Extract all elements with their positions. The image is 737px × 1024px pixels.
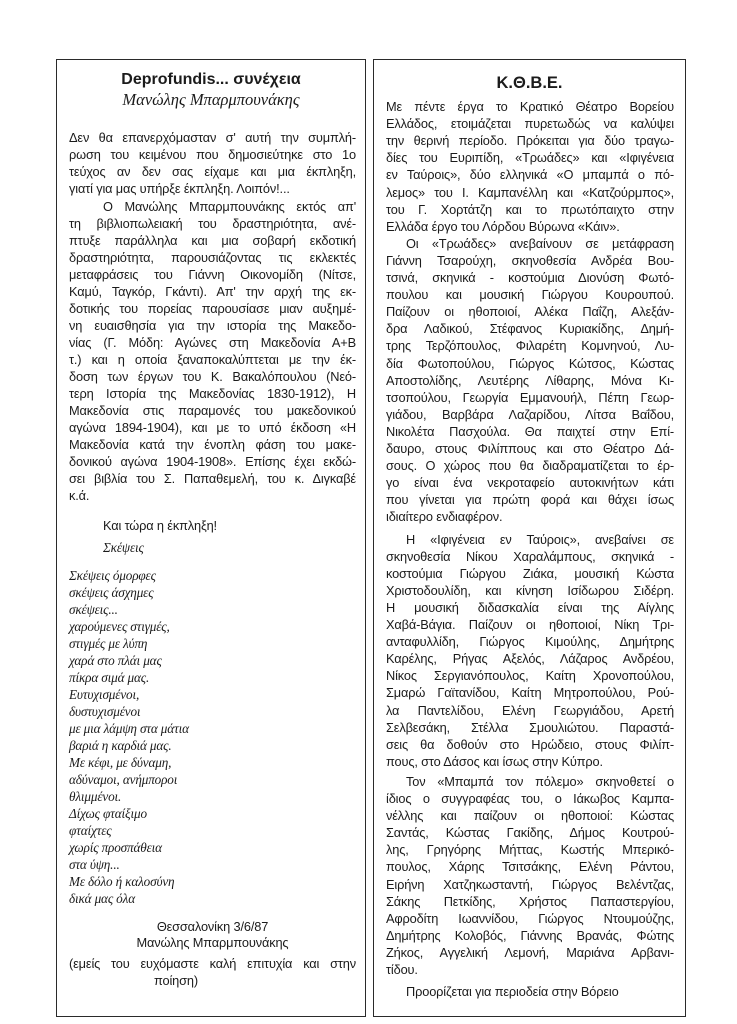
poem-line: στα ύψη... [69, 857, 120, 872]
body-line: τη βιβλιοπωλειακή του δραστηριότητα, ανέ- [69, 216, 356, 231]
body-line: Ειρήνη Χατζηκωσταντή, Γιώργος Βελέντζας, [386, 876, 674, 892]
body-line: Αφροδίτη Ιωαννίδου, Γιώργος Ντουμούζης, [386, 910, 674, 926]
poem-line: χωρίς προσπάθεια [69, 840, 162, 855]
body-line: Καρέλης, Ρήγας Αξελός, Λάζαρος Ανδρέου, [386, 651, 674, 667]
poem-line: θλιμμένοι. [69, 789, 122, 804]
intro-line: Δεν θα επανερχόμασταν σ' αυτή την συμπλή- [69, 130, 356, 145]
body-line: Με πέντε έργα το Κρατικό Θέατρο Βορείου [386, 99, 674, 114]
poem-line: με μια λάμψη στα μάτια [69, 721, 189, 736]
closing-line: (εμείς του ευχόμαστε καλή επιτυχία και στην [69, 956, 356, 971]
body-line: σει βιβλία του Σ. Παπαθεμελή, του κ. Διγκαβέ [69, 471, 356, 486]
body-line: Χριστοδουλίδη, και κίνηση Ισίδωρου Σιδέρη. [386, 582, 674, 598]
body-line: Η μουσική διδασκαλία είναι της Αίγλης [386, 599, 674, 615]
body-line: Η «Ιφιγένεια εν Ταύροις», ανεβαίνει σε [406, 531, 674, 547]
poem-line: δικά μας όλα [69, 891, 135, 906]
body-line: λης, Γρηγόρης Μήττας, Κωστής Μπερικό- [386, 842, 674, 858]
body-line: πτυξε παράλληλα και μια σοβαρή εκδοτική [69, 233, 356, 248]
body-line: πους, στο Δάσος και ίσως στην Κύπρο. [386, 753, 603, 769]
body-line: Ο Μανώλης Μπαρμπουνάκης εκτός απ' [103, 199, 356, 214]
body-line: Σαντάς, Κώστας Γακίδης, Δήμος Κουτρού- [386, 825, 674, 841]
intro-line: τεύχος αν δεν σας είχαμε και μια έκπληξη, [69, 164, 356, 179]
poem-line: Ευτυχισμένοι, [69, 687, 140, 702]
body-line: μεταφράσεις του Γιάννη Οικονομίδη (Νίτσε, [69, 267, 356, 282]
body-line: την θερινή περίοδο. Πρόκειται για δύο τραγω- [386, 133, 674, 149]
body-line: Παίζουν οι ηθοποιοί, Αλέκα Παΐζη, Αλεξάν- [386, 304, 674, 320]
closing-line: ποίηση) [154, 973, 198, 988]
body-line: Σάκης Πετκίδης, Χρήστος Παπαστεργίου, [386, 893, 674, 909]
poem-line: χαρούμενες στιγμές, [69, 619, 170, 634]
poem-line: σκέψεις... [69, 602, 118, 617]
body-line: Ζήκος, Αγγελική Λεμονή, Μαριάνα Αρβανι- [386, 944, 674, 960]
poem-line: χαρά στο πλάι μας [69, 653, 162, 668]
body-line: γιάδου, Βαρβάρα Λαζαρίδου, Λίτσα Βαΐδου, [386, 406, 674, 422]
left-column [56, 59, 366, 1017]
body-line: ιδιαίτερο ενδιαφέρον. [386, 509, 503, 525]
body-line: που γίνεται για πρώτη φορά και θάχει ίσως [386, 492, 674, 508]
body-line: τερη Ιστορία της Μακεδονίας 1830-1912), Η [69, 386, 356, 401]
body-line: λεμος» του Ι. Καμπανέλλη και «Κατζούρμπος», [386, 184, 674, 200]
body-line: τσοπούλου, Γεωργία Εμμανουήλ, Πέπη Γεωρ- [386, 389, 674, 405]
body-line: δραστηριότητα, παρουσιάζοντας τις εκλεκτές [69, 250, 356, 265]
body-line: δονικού αγώνα 1904-1908». Επίσης έχει εκδώ- [69, 454, 356, 469]
intro-line: γιατί για μας υπήρξε έκπληξη. Λοιπόν!... [69, 181, 290, 196]
body-line: Ελλάδος, ετοιμάζεται πυρετωδώς να καλύψει [386, 116, 674, 132]
body-line: τ.) και η οποία ξαναποκαλύπτεται με την έκ- [69, 352, 356, 367]
body-line: Γιάννη Τσαρούχη, σκηνοθεσία Ανδρέα Βου- [386, 252, 674, 268]
body-line: Σελβεσάκη, Στέλλα Σμουλιώτου. Παραστά- [386, 719, 674, 735]
body-line: Οι «Τρωάδες» ανεβαίνουν σε μετάφραση [406, 235, 674, 251]
body-line: γο είναι ένα νεκροταφείο αυτοκινήτων κάτι [386, 475, 674, 491]
signature-place-date: Θεσσαλονίκη 3/6/87 [156, 919, 269, 934]
body-line: Μακεδονία στις παραμονές του μακεδονικού [69, 403, 356, 418]
body-line: σκηνοθεσία Νίκου Χαραλάμπους, σκηνικά - [386, 548, 674, 564]
body-line: Ελλάδα έργο του Λόρδου Βύρωνα «Κάιν». [386, 218, 620, 234]
poem-line: στιγμές με λύπη [69, 636, 148, 651]
poem-line: πίκρα σιμά μας. [69, 670, 150, 685]
poem-line: Σκέψεις όμορφες [69, 568, 156, 583]
body-line: κοστούμια Γιώργου Ζιάκα, μουσική Κώστα [386, 565, 674, 581]
body-line: Τον «Μπαμπά τον πόλεμο» σκηνοθετεί ο [406, 773, 674, 789]
body-line: σους. Ο χώρος που θα διαδραματίζεται το έρ- [386, 458, 674, 474]
body-line: σεις θα δοθούν στο Ηρώδειο, στους Φιλίπ- [386, 736, 674, 752]
body-line: εν Ταύροις», δύο ελληνικά «Ο μπαμπά ο πό- [386, 167, 674, 183]
body-line: Καμύ, Ταγκόρ, Γκάντι). Απ' την αρχή της εκ- [69, 284, 356, 299]
intro-line: ρωση του κειμένου που δημοσιεύτηκε στο 1ο [69, 147, 356, 162]
body-line: του Γ. Χορτάτζη και το πρωτόπαιχτο στην [386, 201, 674, 217]
body-line: νίας (Γ. Μόδη: Αγώνες στη Μακεδονία Α+Β [69, 335, 356, 350]
body-line: δρα Λαδικού, Στέφανος Κυριακίδης, Δημή- [386, 321, 674, 337]
poem-line: δυστυχισμένοι [69, 704, 141, 719]
body-line: τίδου. [386, 962, 418, 977]
poem-line: αδύναμοι, ανήμποροι [69, 772, 178, 787]
body-line: Δημήτρης Κολοβός, Γιάννης Βρανάς, Φώτης [386, 927, 674, 943]
body-line: Αποστολίδης, Λευτέρης Λίθαρης, Μόνα Κι- [386, 372, 674, 388]
poem-line: Με κέφι, με δύναμη, [69, 755, 172, 770]
article-author: Μανώλης Μπαρμπουνάκης [122, 90, 300, 109]
poem-line: βαριά η καρδιά μας. [69, 738, 172, 753]
body-line: νέλλης και παίζουν οι ηθοποιοί: Κώστας [386, 808, 674, 824]
body-line: Μακεδονία κατά την ένοπλη φάση του μακε- [69, 437, 356, 452]
article-title: Κ.Θ.Β.Ε. [496, 74, 563, 92]
body-line: κ.ά. [69, 488, 90, 503]
body-line: δίες του Ευριπίδη, «Τρωάδες» και «Ιφιγένεια [386, 150, 674, 166]
body-line: πουλου και μουσική Γιώργου Κουρουπού. [386, 287, 674, 303]
body-line: Σμαρώ Γαϊτανίδου, Καίτη Μητροπούλου, Ρού- [386, 685, 674, 701]
article-title: Deprofundis... συνέχεια [121, 71, 301, 88]
body-line: Χαβά-Βάγια. Παίζουν οι ηθοποιοί, Νίκη Τρι- [386, 617, 674, 632]
body-line: δία Φωτοπούλου, Γιώργος Κώτσος, Κώστας [386, 355, 674, 371]
poem-line: Με δόλο ή καλοσύνη [69, 874, 175, 889]
body-line: Προορίζεται για περιοδεία στην Βόρειο [406, 984, 619, 1000]
poem-title: Σκέψεις [103, 540, 144, 555]
body-line: ανταφυλλίδη, Γιώργος Κιμούλης, Δημήτρης [386, 634, 674, 650]
body-line: πουλος, Χάρης Τσιτσάκης, Ελένη Ράντου, [386, 859, 674, 875]
body-line: δοτικής του πορείας παρουσίασε μιαν αυξημέ- [69, 301, 356, 316]
body-line: λα Παντελίδου, Ελένη Γεωργιάδου, Αρετή [386, 702, 674, 718]
right-column [373, 59, 686, 1017]
body-line: δοση των έργων του Κ. Βακαλόπουλου (Νεό- [69, 369, 356, 384]
poem-line: Δίχως φταίξιμο [69, 806, 147, 821]
body-line: αγώνα 1894-1904), και με το υπό έκδοση «Η [69, 420, 356, 435]
body-line: δαυρο, στους Φιλίππους και στο Θέατρο Δά- [386, 441, 674, 456]
poem-line: σκέψεις άσχημες [69, 585, 154, 600]
body-line: Νίκος Σεργιανόπουλος, Καίτη Χρονοπούλου, [386, 668, 674, 684]
body-line: τρης Τερζόπουλος, Φιλαρέτη Κομνηνού, Λυ- [386, 338, 674, 354]
body-line: νη ευαισθησία για την ιστορία της Μακεδο- [69, 318, 356, 333]
body-line: τσινά, σκηνικά - κοστούμια Διονύση Φωτό- [386, 270, 674, 285]
body-line: ίδιος ο συγγραφέας του, ο Ιάκωβος Καμπα- [386, 791, 674, 806]
surprise-line: Και τώρα η έκπληξη! [103, 518, 217, 533]
body-line: Νικολέτα Πασχούλα. Θα παιχτεί στην Επί- [386, 423, 674, 439]
signature-name: Μανώλης Μπαρμπουνάκης [136, 935, 289, 950]
poem-line: φταίχτες [69, 823, 112, 838]
